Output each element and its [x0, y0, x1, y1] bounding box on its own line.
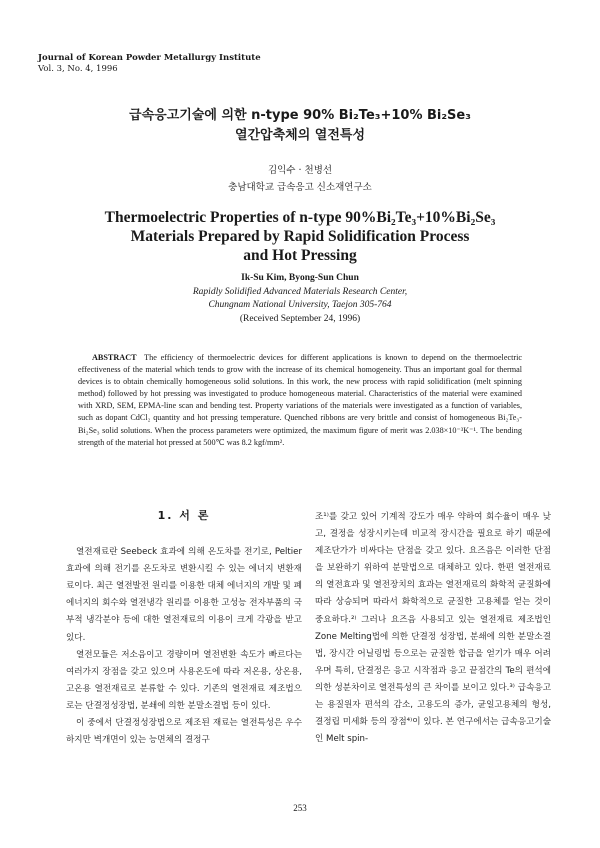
body-paragraph: 열전재료란 Seebeck 효과에 의해 온도차를 전기로, Peltier 효과에 의해 전기를 온도차로 변환시킬 수 있는 에너지 변환재료이다. 최근 열전발전 원리를 이용한 대체 에너지의 개발 및 폐에너지의 회수와 열전냉각 원리를 이용한 고성능 전자부품의 국부적 냉각분야 등에 대한 열전재료의 이용이 크게 각광을 받고 있다.	[66, 547, 302, 643]
english-affiliation-line2: Chungnam National University, Taejon 305-764	[208, 300, 392, 310]
english-title	[0, 208, 600, 265]
english-authors: Ik-Su Kim, Byong-Sun Chun	[241, 273, 359, 283]
english-title-line2: Materials Prepared by Rapid Solidification Process	[130, 228, 470, 245]
body-paragraph: 이 중에서 단결정성장법으로 제조된 재료는 열전특성은 우수하지만 벽개면이 있는 능면체의 결정구	[66, 718, 302, 746]
section-heading: 1. 서 론	[157, 509, 211, 522]
abstract-text: The efficiency of thermoelectric devices for different applications is known to depend on the thermoelectric effectiveness of the material which tends to grow with the increase of its chemical homogeneity. Thus an important goal for thermal devices is to obtain chemically homogeneous solid solutions. In this work, the new process with rapid solidification (melt spinning method) followed by hot pressing was investigated to produce homogeneous material. Characteristics of the material were examined with XRD, SEM, EPMA-line scan and bending test. Property variations of the materials were investigated as a function of variables, such as dopant CdCl₂ quantity and hot pressing temperature. Quenched ribbons are very brittle and consist of homogeneous Bi₂Te₃-Bi₂Se₃ solid solutions. When the process parameters were optimized, the maximum figure of merit was 2.038×10⁻³K⁻¹. The bending strength of the material hot pressed at 500℃ was 8.2 kgf/mm².	[78, 353, 522, 447]
korean-title-line1: 급속응고기술에 의한 n-type 90% Bi₂Te₃+10% Bi₂Se₃	[129, 108, 471, 123]
abstract-label: ABSTRACT	[92, 353, 137, 362]
body-column-left	[66, 495, 302, 749]
korean-affiliation: 충남대학교 급속응고 신소재연구소	[228, 182, 372, 193]
abstract-paragraph	[78, 352, 522, 449]
korean-authors-block	[0, 162, 600, 196]
journal-header	[38, 53, 261, 75]
body-paragraph: 조¹⁾를 갖고 있어 기계적 강도가 매우 약하여 회수율이 매우 낮고, 결정을 성장시키는데 비교적 장시간을 필요로 하기 때문에 제조단가가 비싸다는 단점을 갖고 있다. 요즈음은 이러한 단점을 보완하기 위하여 분말법으로 대체하고 있다. 한편 열전재료의 열전효과 및 열전장치의 효과는 열전재료의 화학적 균질화에 따라 상승되며 따라서 화학적으로 균질한 고용체를 얻는 것이 중요하다.²⁾ 그러나 요즈음 사용되고 있는 열전재료 제조법인 Zone Melting법에 의한 단결정 성장법, 분쇄에 의한 분말소결법, 장시간 어닐링법 등으로는 균질한 합금을 얻기가 매우 어려우며 특히, 단결정은 응고 시작점과 응고 끝점간의 Te의 편석에 의한 성분차이로 열전특성의 큰 차이를 보이고 있다.³⁾ 급속응고는 용질원자 편석의 감소, 고용도의 증가, 균일고용체의 형성, 결정립 미세화 등의 장점⁴⁾이 있다. 본 연구에서는 급속응고기술인 Melt spin-	[315, 512, 551, 745]
korean-title	[0, 106, 600, 146]
english-affiliation-line1: Rapidly Solidified Advanced Materials Research Center,	[192, 286, 408, 297]
body-paragraph: 열전모듈은 저소음이고 경량이며 열전변환 속도가 빠르다는 여러가지 장점을 갖고 있으며 사용온도에 따라 저온용, 상온용, 고온용 열전재료로 분류할 수 있다. 기존의 열전재료 제조법으로는 단결정성장법, 분쇄에 의한 분말소결법 등이 있다.	[66, 649, 302, 711]
english-authors-block	[0, 272, 600, 326]
korean-title-line2: 열간압축체의 열전특성	[234, 128, 366, 143]
journal-volume: Vol. 3, No. 4, 1996	[38, 64, 118, 74]
english-title-line3: and Hot Pressing	[243, 247, 357, 264]
korean-authors: 김익수 · 천병선	[267, 165, 333, 176]
body-column-right	[315, 509, 551, 748]
journal-name: Journal of Korean Powder Metallurgy Institute	[38, 53, 261, 63]
abstract	[78, 352, 522, 449]
page-number: 253	[293, 803, 307, 813]
english-title-line1: Thermoelectric Properties of n-type 90%Bi₂Te₃+10%Bi₂Se₃	[104, 209, 496, 226]
received-date: (Received September 24, 1996)	[239, 313, 361, 324]
